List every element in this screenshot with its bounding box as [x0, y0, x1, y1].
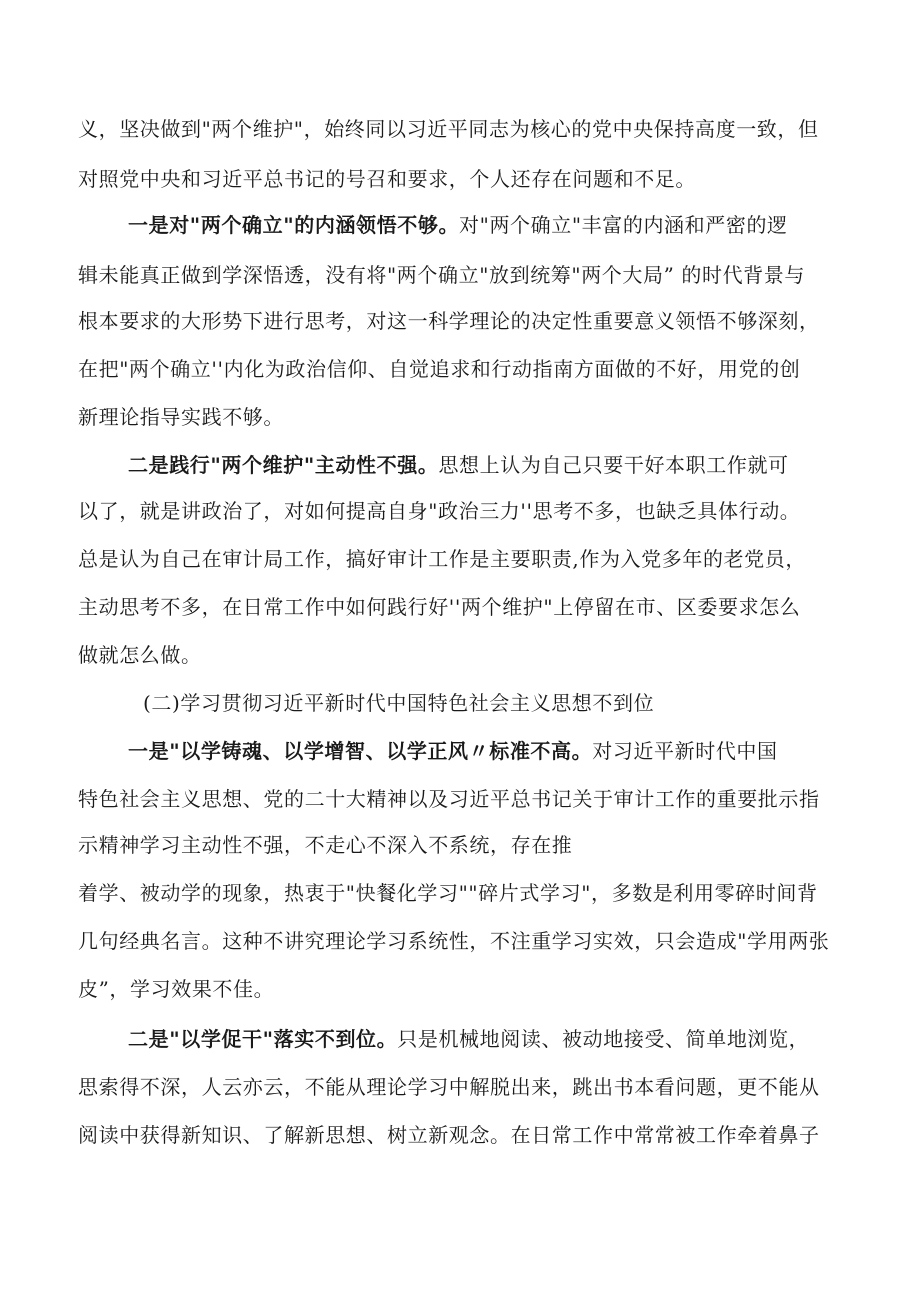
- text-line: [78, 262, 805, 288]
- text-segment: 着学、被动学的现象，热衷于"快餐化学习""碎片式学习"，多数是利用零碎时间背: [78, 881, 818, 905]
- text-line: [78, 928, 829, 954]
- paragraph-heading-line: [128, 1026, 809, 1052]
- text-line: [78, 166, 696, 192]
- paragraph-lead: 一是"以学铸魂、以学增智、以学正风〃标准不高。: [128, 739, 593, 763]
- paragraph-heading-line: [128, 212, 788, 238]
- text-segment: 示精神学习主动性不强，不走心不深入不系统，存在推: [78, 833, 573, 857]
- text-segment: 做就怎么做。: [78, 643, 202, 667]
- text-segment: 对照党中央和习近平总书记的号召和要求，个人还存在问题和不足。: [78, 167, 696, 191]
- text-segment: 在把"两个确立''内化为政治信仰、自觉追求和行动指南方面做的不好，用党的创: [78, 357, 801, 381]
- text-line: [78, 880, 818, 906]
- text-segment: 根本要求的大形势下进行思考，对这一科学理论的决定性重要意义领悟不够深刻，: [78, 309, 820, 333]
- text-segment: 对"两个确立"丰富的内涵和严密的逻: [459, 213, 788, 237]
- text-line: [78, 832, 572, 858]
- text-segment: 特色社会主义思想、党的二十大精神以及习近平总书记关于审计工作的重要批示指: [78, 787, 820, 811]
- paragraph-heading-line: [128, 738, 778, 764]
- text-line: [78, 786, 820, 812]
- text-line: [78, 116, 819, 142]
- text-segment: 辑未能真正做到学深悟透，没有将"两个确立"放到统筹"两个大局” 的时代背景与: [78, 263, 805, 287]
- text-segment: 以了，就是讲政治了，对如何提高自身"政治三力''思考不多，也缺乏具体行动。: [78, 499, 801, 523]
- text-segment: 思想上认为自己只要干好本职工作就可: [438, 453, 789, 477]
- paragraph-lead: 二是践行"两个维护"主动性不强。: [128, 453, 439, 477]
- text-segment: 新理论指导实践不够。: [78, 405, 284, 429]
- text-line: [78, 404, 284, 430]
- text-segment: 只是机械地阅读、被动地接受、简单地浏览，: [397, 1027, 810, 1051]
- text-segment: 主动思考不多，在日常工作中如何践行好''两个维护"上停留在市、区委要求怎么: [78, 595, 801, 619]
- text-segment: 思索得不深，人云亦云，不能从理论学习中解脱出来，跳出书本看问题，更不能从: [78, 1075, 820, 1099]
- text-segment: 皮”，学习效果不佳。: [78, 977, 275, 1001]
- section-heading: [143, 690, 654, 716]
- text-line: [78, 546, 806, 572]
- text-segment: 几句经典名言。这种不讲究理论学习系统性，不注重学习实效，只会造成"学用两张: [78, 929, 830, 953]
- paragraph-lead: 一是对"两个确立"的内涵领悟不够。: [128, 213, 460, 237]
- text-segment: 对习近平新时代中国: [592, 739, 778, 763]
- text-segment: 义，坚决做到"两个维护"，始终同以习近平同志为核心的党中央保持高度一致，但: [78, 117, 819, 141]
- text-line: [78, 1122, 820, 1148]
- text-line: [78, 642, 202, 668]
- text-line: [78, 356, 800, 382]
- text-segment: 阅读中获得新知识、了解新思想、树立新观念。在日常工作中常常被工作牵着鼻子: [78, 1123, 820, 1147]
- paragraph-heading-line: [128, 452, 789, 478]
- paragraph-lead: 二是"以学促干"落实不到位。: [128, 1027, 398, 1051]
- text-line: [78, 976, 274, 1002]
- section-heading-text: (二)学习贯彻习近平新时代中国特色社会主义思想不到位: [143, 691, 655, 715]
- text-line: [78, 594, 800, 620]
- text-segment: 总是认为自己在审计局工作，搞好审计工作是主要职责,作为入党多年的老党员，: [78, 547, 806, 571]
- text-line: [78, 308, 820, 334]
- text-line: [78, 498, 800, 524]
- text-line: [78, 1074, 820, 1100]
